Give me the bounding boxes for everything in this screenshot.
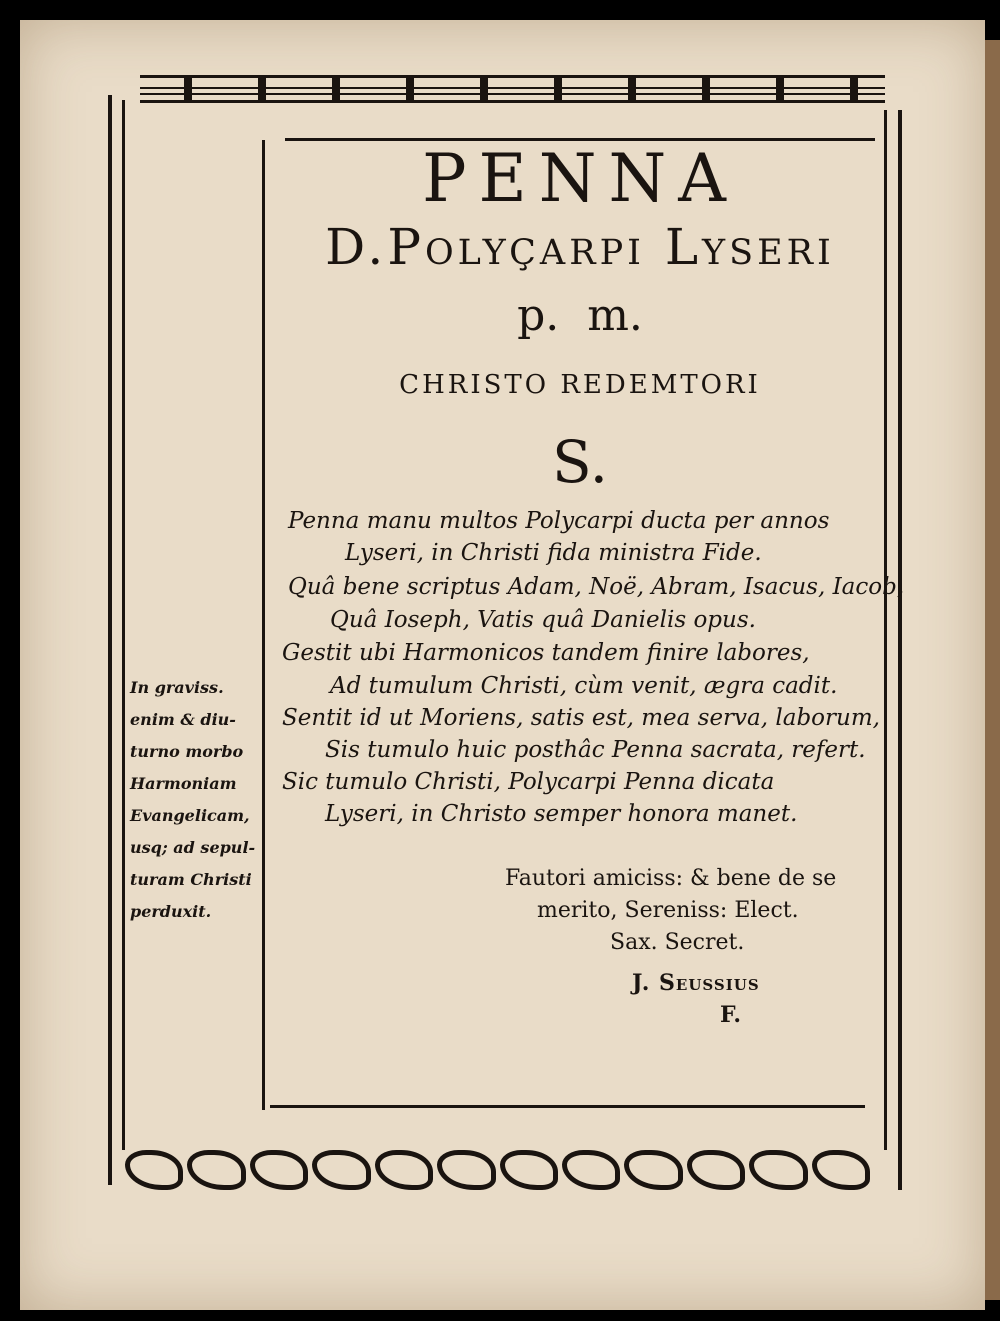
signer-initial: F. <box>720 1002 742 1028</box>
margin-note-line: In graviss. <box>130 678 224 697</box>
pm-abbreviation: p. m. <box>517 290 643 341</box>
poem-line: Quâ Ioseph, Vatis quâ Danielis opus. <box>330 607 756 633</box>
page-edge <box>985 40 1000 1300</box>
signer-name: J. Seussius <box>632 970 760 996</box>
margin-note-line: perduxit. <box>130 902 212 921</box>
left-inner-rule <box>122 100 125 1150</box>
poem-line: Penna manu multos Polycarpi ducta per annos <box>288 508 830 534</box>
text-frame-left-rule <box>262 140 265 1110</box>
signature-line: merito, Sereniss: Elect. <box>537 898 799 923</box>
text-frame-bottom-rule <box>270 1105 865 1108</box>
poem-line: Sis tumulo huic posthâc Penna sacrata, refert. <box>325 737 866 763</box>
bottom-ornament-band <box>125 1140 870 1200</box>
poem-line: Gestit ubi Harmonicos tandem finire labores, <box>282 640 810 666</box>
dedication-line: CHRISTO REDEMTORI <box>399 370 761 400</box>
author-name: D.Polyçarpi Lyseri <box>325 218 835 276</box>
poem-line: Sic tumulo Christi, Polycarpi Penna dicata <box>282 769 775 795</box>
margin-note-line: Harmoniam <box>130 774 237 793</box>
margin-note-line: usq; ad sepul- <box>130 838 256 857</box>
left-outer-rule <box>108 95 112 1185</box>
right-outer-rule <box>898 110 902 1190</box>
poem-line: Lyseri, in Christo semper honora manet. <box>325 801 798 827</box>
poem-line: Ad tumulum Christi, cùm venit, ægra cadit. <box>330 673 838 699</box>
margin-note-line: Evangelicam, <box>130 806 250 825</box>
margin-note-line: turam Christi <box>130 870 252 889</box>
initial-s: S. <box>551 428 609 496</box>
margin-note-line: enim & diu- <box>130 710 236 729</box>
page-title: PENNA <box>422 140 738 217</box>
margin-note <box>130 672 265 928</box>
top-ornament-band <box>140 75 885 103</box>
poem-line: Sentit id ut Moriens, satis est, mea serva, laborum, <box>282 705 880 731</box>
poem-line: Lyseri, in Christi fida ministra Fide. <box>345 540 762 566</box>
margin-note-line: turno morbo <box>130 742 244 761</box>
poem-line: Quâ bene scriptus Adam, Noë, Abram, Isacus, Iacob, <box>288 574 905 600</box>
signature-line: Sax. Secret. <box>610 930 745 955</box>
right-inner-rule <box>884 110 887 1150</box>
signature-line: Fautori amiciss: & bene de se <box>505 866 837 891</box>
